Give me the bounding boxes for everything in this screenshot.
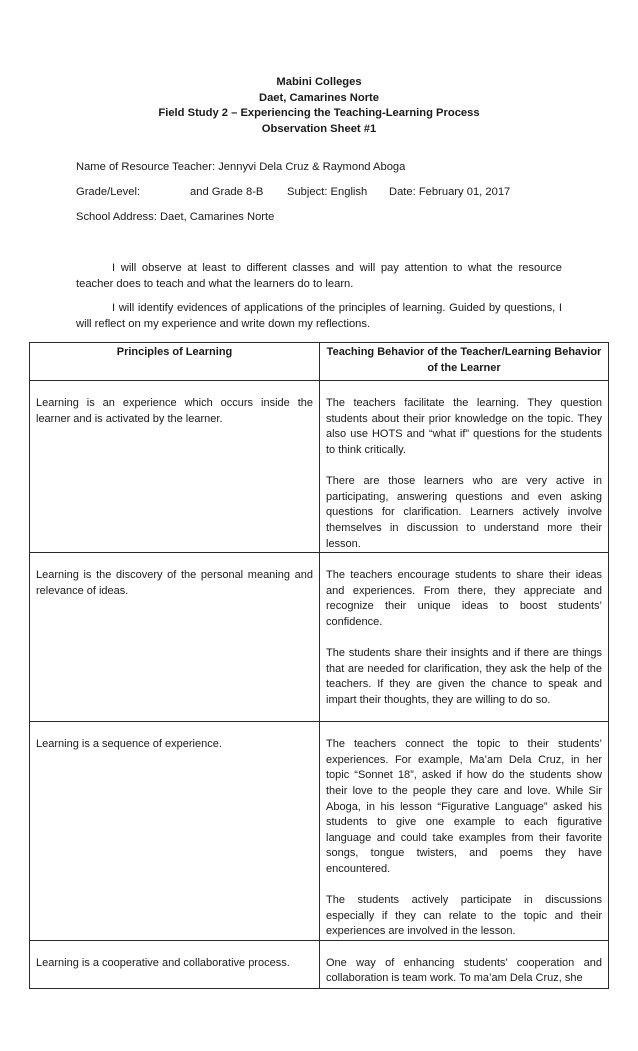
principle-text: Learning is a cooperative and collaborative process. [36, 956, 290, 969]
table-row [30, 381, 609, 553]
sheet-title: Observation Sheet #1 [261, 122, 377, 135]
table-row [30, 940, 609, 988]
intro-paragraph-2 [76, 301, 562, 332]
teacher-behavior-text: The teachers connect the topic to their students’ experiences. For example, Ma’am Dela Cruz, in her topic “Sonnet 18”, asked if how do the students show their love to the people they care and love. While Sir Aboga, in his lesson “Figurative Language” asked his students to give one example to each figurative language and could take examples from their favorite songs, tongue twisters, and poems they have encountered. [326, 738, 602, 875]
learner-behavior-text: The students actively participate in discussions especially if they can relate to the topic and their experiences are involved in the lesson. [326, 894, 602, 938]
school-location: Daet, Camarines Norte [259, 91, 379, 104]
teacher-behavior-text: The teachers encourage students to share their ideas and experiences. From there, they appreciate and recognize their unique ideas to boost students’ confidence. [326, 569, 602, 628]
learner-behavior-text: There are those learners who are very active in participating, answering questions and even asking questions for clarification. Learners actively involve themselves in discussion to understand more their lesson. [326, 475, 602, 550]
behavior-cell [320, 722, 609, 941]
principle-text: Learning is a sequence of experience. [36, 738, 222, 751]
behavior-cell [320, 940, 609, 988]
school-address-line: School Address: Daet, Camarines Norte [76, 211, 275, 223]
subject-field: Subject: English [287, 186, 368, 198]
intro-paragraph-2-text: I will identify evidences of applications of the principles of learning. Guided by questions, I will reflect on my experience and write down my reflections. [76, 302, 562, 330]
document-header [0, 75, 638, 137]
intro-paragraph-1-text: I will observe at least to different classes and will pay attention to what the resource teacher does to teach and what the learners do to learn. [76, 262, 562, 290]
date-field: Date: February 01, 2017 [389, 186, 511, 198]
behavior-column-header: Teaching Behavior of the Teacher/Learning Behavior of the Learner [320, 343, 609, 381]
principle-cell [30, 553, 320, 722]
grade-label: Grade/Level: [76, 186, 141, 198]
teacher-behavior-text: One way of enhancing students’ cooperation and collaboration is team work. To ma’am Dela Cruz, she [326, 956, 602, 985]
table-row [30, 722, 609, 941]
principle-cell [30, 722, 320, 941]
principle-text: Learning is the discovery of the personal meaning and relevance of ideas. [36, 569, 313, 597]
table-row [30, 553, 609, 722]
school-name: Mabini Colleges [276, 76, 362, 88]
behavior-cell [320, 381, 609, 553]
principles-table [29, 342, 609, 989]
table-header-row [30, 343, 609, 381]
principle-cell [30, 940, 320, 988]
course-title: Field Study 2 – Experiencing the Teaching-Learning Process [158, 107, 480, 120]
intro-paragraph-1 [76, 261, 562, 292]
behavior-cell [320, 553, 609, 722]
resource-teacher-line: Name of Resource Teacher: Jennyvi Dela Cruz & Raymond Aboga [76, 161, 406, 173]
principles-column-header: Principles of Learning [30, 343, 320, 381]
grade-value: and Grade 8-B [190, 186, 264, 198]
principle-text: Learning is an experience which occurs inside the learner and is activated by the learner. [36, 397, 313, 425]
principle-cell [30, 381, 320, 553]
teacher-behavior-text: The teachers facilitate the learning. They question students about their prior knowledge on the topic. They also use HOTS and “what if” questions for the students to think critically. [326, 397, 602, 456]
learner-behavior-text: The students share their insights and if there are things that are needed for clarification, they ask the help of the teachers. If they are given the chance to speak and impart their thoughts, they are willing to do so. [326, 647, 602, 706]
